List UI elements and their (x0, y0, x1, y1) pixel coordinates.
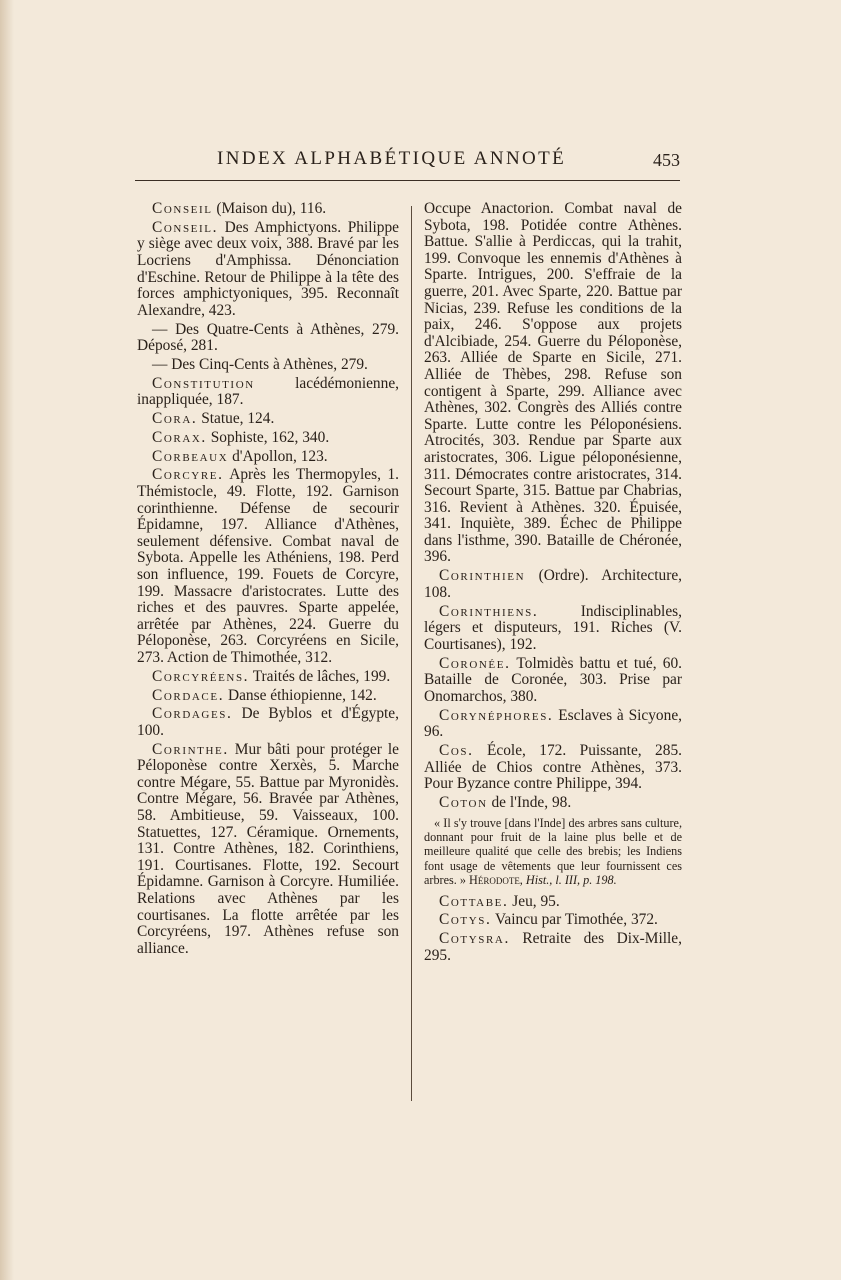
entry-headword: Cos. (439, 741, 474, 759)
entry-headword: Coton (439, 793, 488, 811)
quotation-note (424, 816, 682, 888)
entry-text: De Byblos et d'Égypte, 100. (137, 705, 399, 739)
index-entry (424, 894, 682, 911)
index-entry (424, 604, 682, 654)
index-entry (137, 430, 399, 447)
index-entry (137, 669, 399, 686)
index-entry (137, 688, 399, 705)
index-entry (137, 201, 399, 218)
entry-headword: Corcyréens. (152, 667, 250, 685)
entry-text: Vaincu par Timothée, 372. (491, 911, 658, 929)
index-entry (424, 708, 682, 741)
index-entry (137, 706, 399, 739)
page-header (135, 148, 690, 178)
entry-text: (Maison du), 116. (212, 200, 327, 217)
entry-text: Mur bâti pour protéger le Péloponèse contre Xerxès, 5. Marche contre Mégare, 55. Battue par Myronidès. Contre Mégare, 56. Bravée par Athènes, 58. Ambitieuse, 59. Vaisseaux, 100. Statuettes, 127. Céramique. Ornements, 131. Contre Athènes, 182. Corinthiens, 191. Courtisanes. Flotte, 192. Secourt Épidamne. Garnison à Corcyre. Humiliée. Relations avec Athènes par les courtisanes. La flotte arrêtée par les Corcyréens, 197. Athènes refuse son alliance. (137, 740, 399, 957)
entry-text: Retraite des Dix-Mille, 295. (424, 930, 682, 964)
page-number: 453 (653, 150, 680, 170)
entry-headword: Cordace. (152, 686, 225, 704)
entry-text: Des Amphictyons. Philippe y siège avec deux voix, 388. Bravé par les Locriens d'Amphissa. Dénonciation d'Eschine. Retour de Philippe à la tête des forces amphictyoniques, 395. Reconnaît Alexandre, 423. (137, 218, 399, 319)
index-column-left (137, 201, 399, 960)
index-entry (137, 449, 399, 466)
entry-headword: Cordages. (152, 705, 233, 723)
entry-text: Après les Thermopyles, 1. Thémistocle, 49. Flotte, 192. Garnison corinthienne. Défense de secourir Épidamne, 197. Alliance d'Athènes, seulement défensive. Combat naval de Sybota. Appelle les Athéniens, 198. Perd son influence, 199. Fouets de Corcyre, 199. Massacre d'aristocrates. Lutte des riches et des pauvres. Sparte appelée, arrêtée par Athènes, 224. Guerre du Péloponèse, 263. Corcyréens en Sicile, 273. Action de Thimothée, 312. (137, 466, 399, 666)
entry-text: École, 172. Puissante, 285. Alliée de Chios contre Athènes, 373. Pour Byzance contre Philippe, 394. (424, 741, 682, 793)
entry-text: Statue, 124. (197, 410, 275, 428)
running-title: INDEX ALPHABÉTIQUE ANNOTÉ (217, 148, 567, 169)
entry-headword: Conseil. (152, 218, 219, 236)
index-entry (137, 357, 399, 374)
quotation-source: Hérodote, (469, 873, 523, 888)
entry-text: Danse éthiopienne, 142. (224, 686, 377, 704)
entry-headword: Cottabe. (439, 892, 509, 910)
index-entry (424, 912, 682, 929)
page-gutter-shadow (0, 0, 14, 1280)
entry-headword: Cotys. (439, 911, 492, 929)
index-entry (424, 568, 682, 601)
quotation-reference: Hist., l. III, p. 198. (525, 873, 617, 888)
index-entry (137, 220, 399, 320)
entry-text: Traités de lâches, 199. (249, 667, 391, 685)
entry-headword: Constitution (152, 374, 255, 392)
entry-headword: Cora. (152, 410, 198, 428)
entry-headword: Corinthe. (152, 740, 229, 758)
index-entry (424, 931, 682, 964)
entry-text: Esclaves à Sicyone, 96. (424, 706, 682, 741)
entry-text: Jeu, 95. (508, 892, 560, 910)
entry-text: de l'Inde, 98. (487, 793, 572, 811)
quotation-text: « Il s'y trouve [dans l'Inde] des arbres sans culture, donnant pour fruit de la laine plus belle et de meilleure qualité que celle des brebis; les Indiens font usage de vêtements que leur fournissent ces arbres. » (424, 815, 682, 888)
index-entry (137, 411, 399, 428)
entry-text: — Des Cinq-Cents à Athènes, 279. (152, 355, 368, 373)
entry-headword: Cotysra. (439, 930, 510, 948)
entry-headword: Corynéphores. (439, 706, 554, 724)
entry-text: — Des Quatre-Cents à Athènes, 279. Déposé, 281. (137, 320, 399, 355)
entry-headword: Corinthien (439, 567, 526, 585)
index-entry (424, 795, 682, 812)
entry-text: (Ordre). Architecture, 108. (424, 567, 682, 601)
header-rule (135, 180, 680, 181)
entry-headword: Corax. (152, 428, 207, 446)
entry-text: Indisciplinables, légers et disputeurs, 191. Riches (V. Courtisanes), 192. (424, 602, 682, 653)
index-entry-continued (424, 201, 682, 566)
entry-headword: Coronée. (439, 654, 511, 672)
entry-text: Tolmidès battu et tué, 60. Bataille de Coronée, 303. Prise par Onomarchos, 380. (424, 654, 682, 705)
entry-text: d'Apollon, 123. (228, 447, 328, 465)
entry-headword: Corcyre. (152, 466, 224, 484)
entry-headword: Conseil (152, 200, 213, 217)
entry-text: Sophiste, 162, 340. (206, 428, 330, 446)
index-entry (137, 322, 399, 355)
entry-text: Occupe Anactorion. Combat naval de Sybota, 198. Potidée contre Athènes. Battue. S'allie à Perdiccas, qui la trahit, 199. Convoque les ennemis d'Athènes à Sparte. Intrigues, 200. S'effraie de la guerre, 201. Avec Sparte, 220. Battue par Nicias, 239. Refuse les conditions de la paix, 246. S'oppose aux projets d'Alcibiade, 254. Guerre du Péloponèse, 263. Alliée de Sparte en Sicile, 271. Alliée de Thèbes, 298. Refuse son contigent à Sparte, 299. Alliance avec Athènes, 302. Congrès des Alliés contre Sparte. Lutte contre les Péloponésiens. Atrocités, 303. Rendue par Sparte aux aristocrates, 306. Ligue péloponésienne, 311. Démocrates contre aristocrates, 314. Secourt Sparte, 315. Battue par Chabrias, 316. Revient à Athènes. 320. Épuisée, 341. Inquiète, 389. Échec de Philippe dans l'isthme, 390. Bataille de Chéronée, 396. (424, 200, 682, 566)
index-entry (137, 467, 399, 666)
column-divider (411, 206, 412, 1101)
index-entry (424, 656, 682, 706)
index-entry (137, 376, 399, 409)
entry-headword: Corbeaux (152, 447, 229, 465)
index-column-right (424, 201, 682, 966)
index-entry (424, 743, 682, 793)
index-entry (137, 742, 399, 958)
entry-text: lacédémonienne, inappliquée, 187. (137, 374, 399, 409)
entry-headword: Corinthiens. (439, 602, 539, 620)
